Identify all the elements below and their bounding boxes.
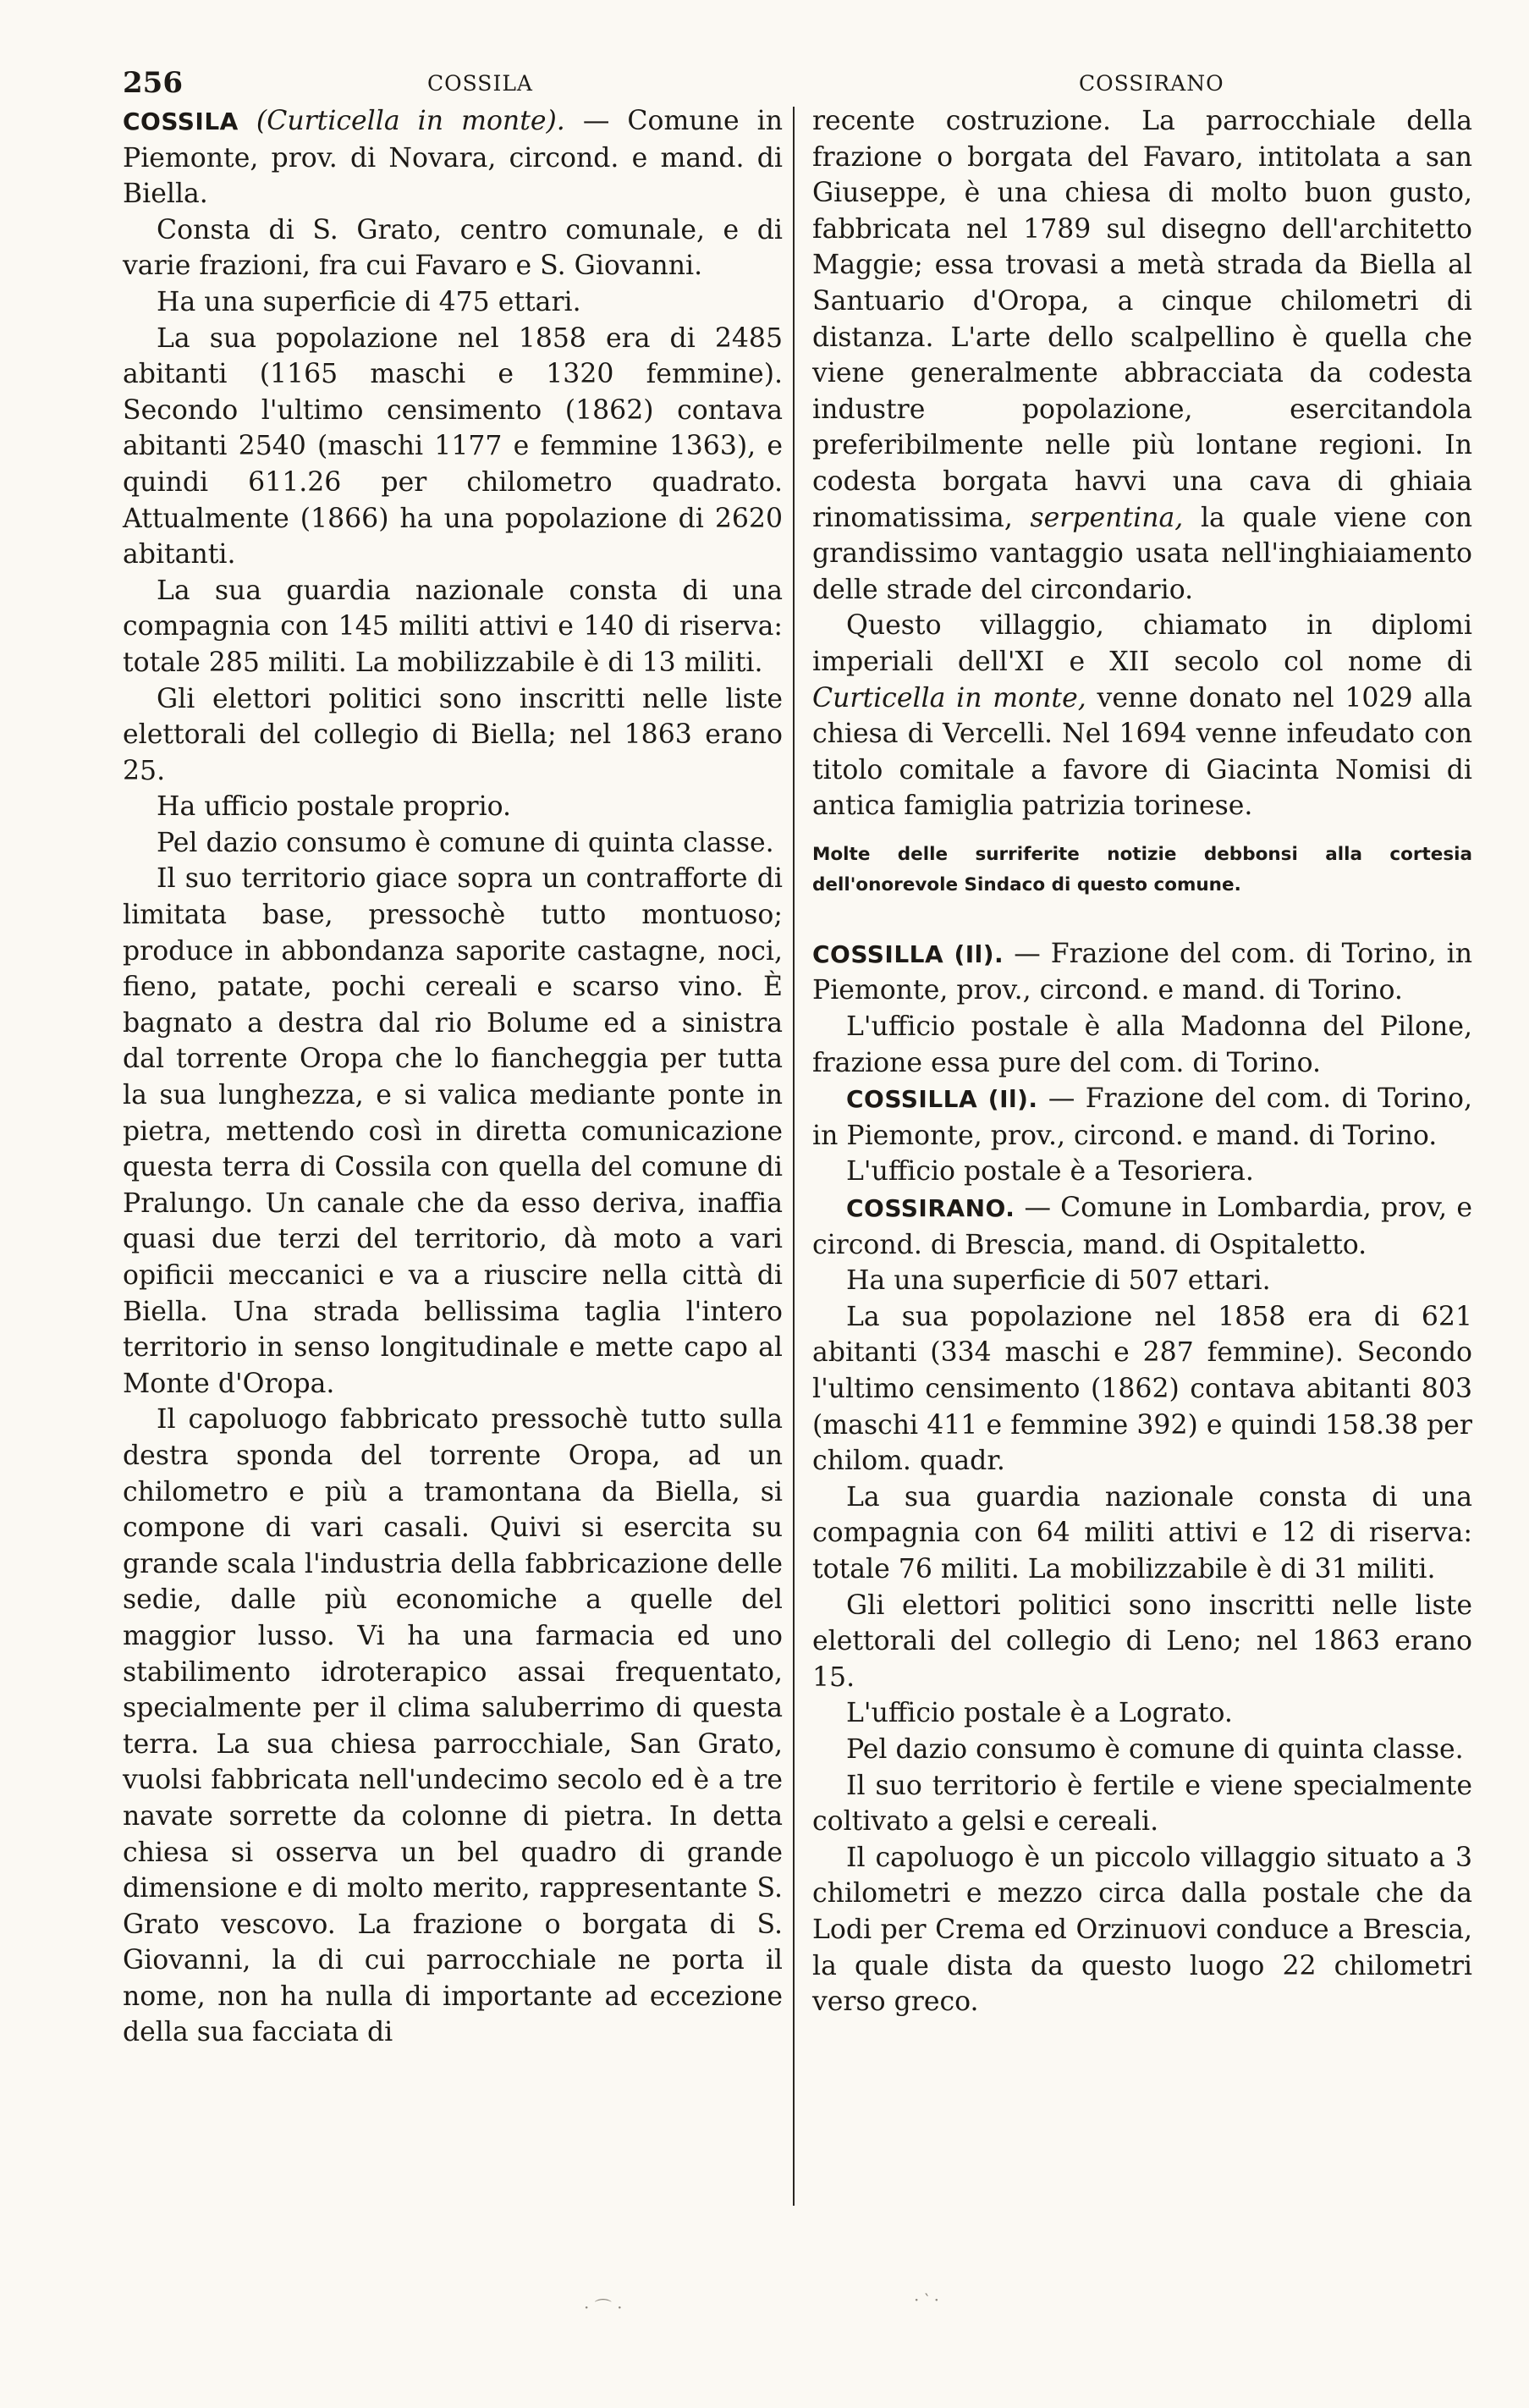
entry-headword: COSSILLA (Il). <box>812 940 1004 968</box>
text-run: la quale viene con grandissimo vantaggio usata nell'inghiaiamento delle strade del circondario. <box>812 502 1473 605</box>
entry-definition: — Frazione del com. di Torino, in Piemonte, prov., circond. e mand. di Torino. <box>812 1083 1472 1151</box>
entry-definition: — Frazione del com. di Torino, in Piemonte, prov., circond. e mand. di Torino. <box>812 938 1472 1006</box>
footnote: Molte delle surriferite notizie debbonsi alla cortesia dell'onorevole Sindaco di questo comune. <box>812 843 1472 895</box>
italic-term: Curticella in monte, <box>812 682 1086 714</box>
italic-term: serpentina, <box>1030 502 1184 533</box>
text-run: Questo villaggio, chiamato in diplomi imperiali dell'XI e XII secolo col nome di <box>812 610 1472 677</box>
right-column <box>812 103 1472 2020</box>
paragraph: Pel dazio consumo è comune di quinta classe. <box>846 1733 1464 1765</box>
paragraph: Ha ufficio postale proprio. <box>157 791 512 823</box>
paragraph: Il suo territorio giace sopra un contrafforte di limitata base, pressochè tutto montuoso; produce in abbondanza saporite castagne, noci, fieno, patate, pochi cereali e scarso vino. È bagnato a destra dal rio Bolume ed a sinistra dal torrente Oropa che lo fiancheggia per tutta la sua lunghezza, e si valica mediante ponte in pietra, mettendo così in diretta comunicazione questa terra di Cossila con quella del comune di Pralungo. Un canale che da esso deriva, inaffia quasi due terzi del territorio, dà moto a vari opificii meccanici e va a riuscire nella città di Biella. Una strada bellissima taglia l'intero territorio in senso longitudinale e mette capo al Monte d'Oropa. <box>123 863 783 1399</box>
paragraph: Il suo territorio è fertile e viene specialmente coltivato a gelsi e cereali. <box>812 1770 1472 1838</box>
paragraph: Consta di S. Grato, centro comunale, e di varie frazioni, fra cui Favaro e S. Giovanni. <box>123 214 783 282</box>
column-divider <box>793 107 795 2206</box>
left-column <box>123 103 783 2051</box>
paragraph: L'ufficio postale è alla Madonna del Pilone, frazione essa pure del com. di Torino. <box>812 1011 1472 1078</box>
paragraph: L'ufficio postale è a Lograto. <box>846 1698 1233 1729</box>
paragraph: Il capoluogo fabbricato pressochè tutto sulla destra sponda del torrente Oropa, ad un chilometro e più a tramontana da Biella, si compone di vari casali. Quivi si esercita su grande scala l'industria della fabbricazione delle sedie, dalle più economiche a quelle del maggior lusso. Vi ha una farmacia ed uno stabilimento idroterapico assai frequentato, specialmente per il clima saluberrimo di questa terra. La sua chiesa parrocchiale, San Grato, vuolsi fabbricata nell'undecimo secolo ed è a tre navate sorrette da colonne di pietra. In detta chiesa si osserva un bel quadro di grande dimensione e di molto merito, rappresentante S. Grato vescovo. La frazione o borgata di S. Giovanni, la di cui parrocchiale ne porta il nome, non ha nulla di importante ad eccezione della sua facciata di <box>123 1404 783 2048</box>
page-number: 256 <box>123 66 183 100</box>
entry-cossirano <box>812 1190 1472 1263</box>
paragraph: Gli elettori politici sono inscritti nelle liste elettorali del collegio di Leno; nel 1863 erano 15. <box>812 1590 1472 1693</box>
page-header <box>123 66 1472 100</box>
entry-headword: COSSIRANO. <box>846 1194 1015 1223</box>
paragraph: Gli elettori politici sono inscritti nelle liste elettorali del collegio di Biella; nel 1863 erano 25. <box>123 683 783 786</box>
paragraph: La sua popolazione nel 1858 era di 621 abitanti (334 maschi e 287 femmine). Secondo l'ultimo censimento (1862) contava abitanti 803 (maschi 411 e femmine 392) e quindi 158.38 per chilom. quadr. <box>812 1301 1472 1477</box>
text-run: recente costruzione. La parrocchiale della frazione o borgata del Favaro, intitolata a san Giuseppe, è una chiesa di molto buon gusto, fabbricata nel 1789 sul disegno dell'architetto Maggie; essa trovasi a metà strada da Biella al Santuario d'Oropa, a cinque chilometri di distanza. L'arte dello scalpellino è quella che viene generalmente abbracciata da codesta industre popolazione, esercitandola preferibilmente nelle più lontane regioni. In codesta borgata havvi una cava di ghiaia rinomatissima, <box>812 106 1472 533</box>
entry-cossila <box>123 103 783 212</box>
text-run: venne donato nel 1029 alla chiesa di Vercelli. Nel 1694 venne infeudato con titolo comitale a favore di Giacinta Nomisi di antica famiglia patrizia torinese. <box>812 682 1472 822</box>
paragraph: Ha una superficie di 475 ettari. <box>157 286 581 317</box>
running-head-right: COSSIRANO <box>1079 71 1224 96</box>
entry-headword: COSSILLA (Il). <box>846 1085 1038 1114</box>
paragraph <box>812 608 1472 824</box>
paragraph: La sua guardia nazionale consta di una compagnia con 64 militi attivi e 12 di riserva: totale 76 militi. La mobilizzabile è di 31 militi. <box>812 1481 1472 1584</box>
entry-cossilla-2 <box>812 1081 1472 1154</box>
paragraph: Ha una superficie di 507 ettari. <box>846 1265 1271 1297</box>
entry-headword: COSSILA <box>123 107 239 135</box>
paragraph: La sua guardia nazionale consta di una compagnia con 145 militi attivi e 140 di riserva: totale 285 militi. La mobilizzabile è di 13 militi. <box>123 575 783 678</box>
paragraph-continued <box>812 103 1472 608</box>
ink-smudge: · ‵ · <box>914 2290 939 2310</box>
paragraph: Pel dazio consumo è comune di quinta classe. <box>157 827 774 858</box>
entry-definition: — Comune in Piemonte, prov. di Novara, circond. e mand. di Biella. <box>123 106 783 210</box>
entry-definition: — Comune in Lombardia, prov, e circond. di Brescia, mand. di Ospitaletto. <box>812 1193 1472 1260</box>
paragraph: La sua popolazione nel 1858 era di 2485 abitanti (1165 maschi e 1320 femmine). Secondo l'ultimo censimento (1862) contava abitanti 2540 (maschi 1177 e femmine 1363), e quindi 611.26 per chilometro quadrato. Attualmente (1866) ha una popolazione di 2620 abitanti. <box>123 322 783 570</box>
ink-smudge: · ⌒ · <box>584 2297 623 2317</box>
running-head-left: COSSILA <box>427 71 533 96</box>
entry-cossilla-1 <box>812 936 1472 1009</box>
entry-latin-name: (Curticella in monte). <box>256 106 565 136</box>
paragraph: Il capoluogo è un piccolo villaggio situato a 3 chilometri e mezzo circa dalla postale che da Lodi per Crema ed Orzinuovi conduce a Brescia, la quale dista da questo luogo 22 chilometri verso greco. <box>812 1842 1472 2018</box>
paragraph: L'ufficio postale è a Tesoriera. <box>846 1156 1254 1187</box>
